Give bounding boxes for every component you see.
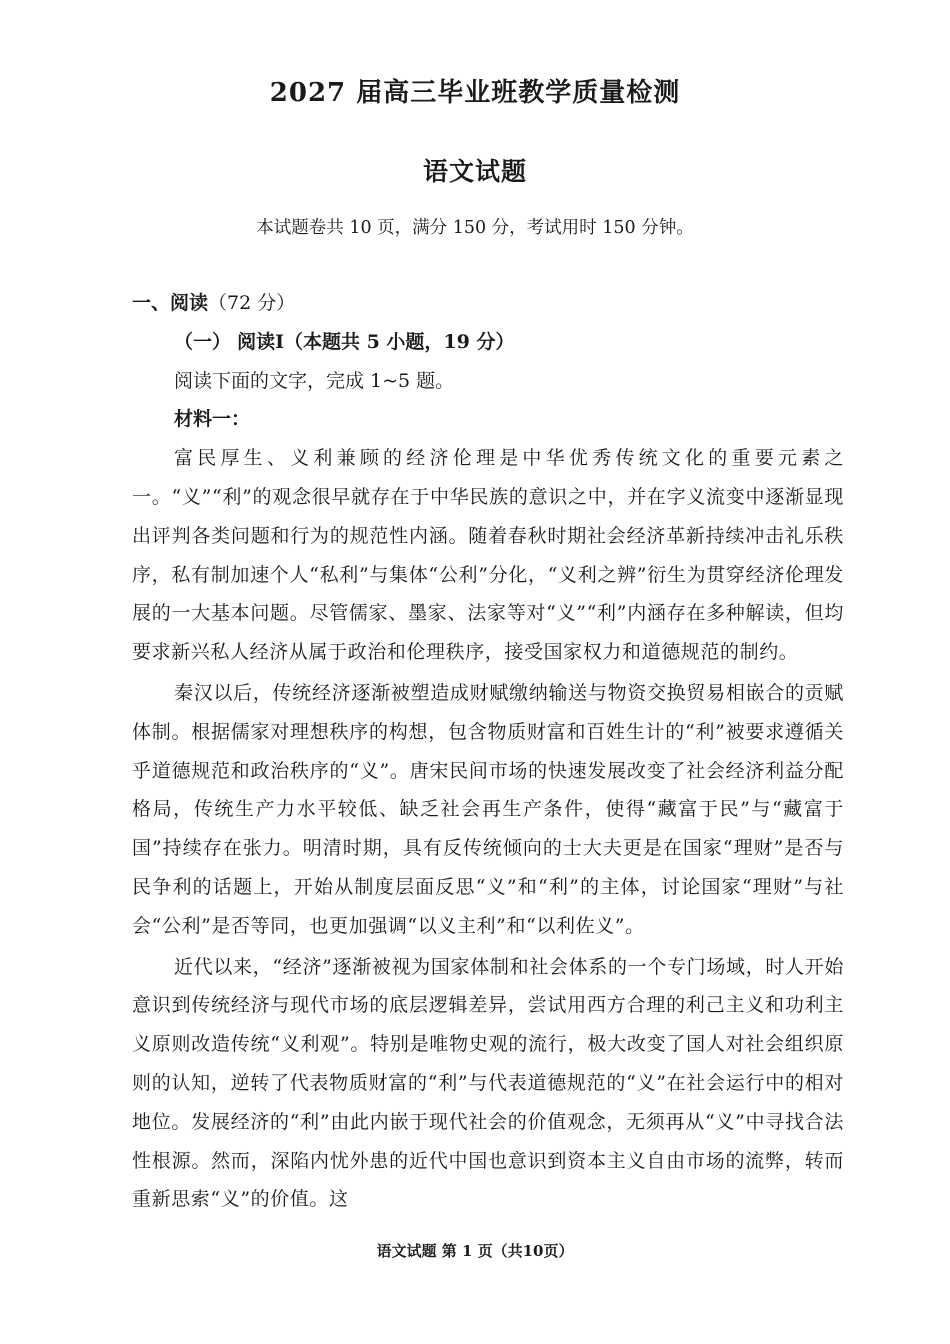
part-name: 阅读Ⅰ <box>237 330 284 353</box>
paragraph-1: 富民厚生、义利兼顾的经济伦理是中华优秀传统文化的重要元素之一。“义”“利”的观念很早就存在于中华民族的意识之中，并在字义流变中逐渐显现出评判各类问题和行为的规范性内涵。随着春秋时期社会经济革新持续冲击礼乐秩序，私有制加速个人“私利”与集体“公利”分化，“义利之辨”衍生为贯穿经济伦理发展的一大基本问题。尽管儒家、墨家、法家等对“义”“利”内涵存在多种解读，但均要求新兴私人经济从属于政治和伦理秩序，接受国家权力和道德规范的制约。 <box>132 447 844 664</box>
material-label: 材料一： <box>174 408 251 431</box>
page-footer: 语文试题 第 1 页（共10页） <box>376 1242 574 1260</box>
paragraph-2: 秦汉以后，传统经济逐渐被塑造成财赋缴纳输送与物资交换贸易相嵌合的贡赋体制。根据儒家对理想秩序的构想，包含物质财富和百姓生计的“利”被要求遵循关乎道德规范和政治秩序的“义”。唐宋民间市场的快速发展改变了社会经济利益分配格局，传统生产力水平较低、缺乏社会再生产条件，使得“藏富于民”与“藏富于国”持续存在张力。明清时期，具有反传统倾向的士大夫更是在国家“理财”是否与民争利的话题上，开始从制度层面反思“义”和“利”的主体，讨论国家“理财”与社会“公利”是否等同，也更加强调“以义主利”和“以利佐义”。 <box>132 681 844 937</box>
instruction: 阅读下面的文字，完成 1~5 题。 <box>174 369 455 392</box>
exam-title: 2027 届高三毕业班教学质量检测 <box>269 78 681 108</box>
section-number: 一、 <box>132 292 171 314</box>
section-name: 阅读 <box>170 292 209 314</box>
exam-content <box>132 284 844 1221</box>
part-number: （一） <box>174 330 232 353</box>
part-detail: （本题共 5 小题，19 分） <box>283 330 515 353</box>
paragraph-3: 近代以来，“经济”逐渐被视为国家体制和社会体系的一个专门场域，时人开始意识到传统经济与现代市场的底层逻辑差异，尝试用西方合理的利己主义和功利主义原则改造传统“义利观”。特别是唯物史观的流行，极大改变了国人对社会组织原则的认知，逆转了代表物质财富的“利”与代表道德规范的“义”在社会运行中的相对地位。发展经济的“利”由此内嵌于现代社会的价值观念，无须再从“义”中寻找合法性根源。然而，深陷内忧外患的近代中国也意识到资本主义自由市场的流弊，转而重新思索“义”的价值。这 <box>132 955 844 1211</box>
subject-title: 语文试题 <box>422 157 527 186</box>
section-score: （72 分） <box>208 292 296 314</box>
exam-info: 本试题卷共 10 页，满分 150 分，考试用时 150 分钟。 <box>256 218 694 238</box>
section-heading <box>132 284 844 323</box>
part-heading <box>132 323 844 362</box>
